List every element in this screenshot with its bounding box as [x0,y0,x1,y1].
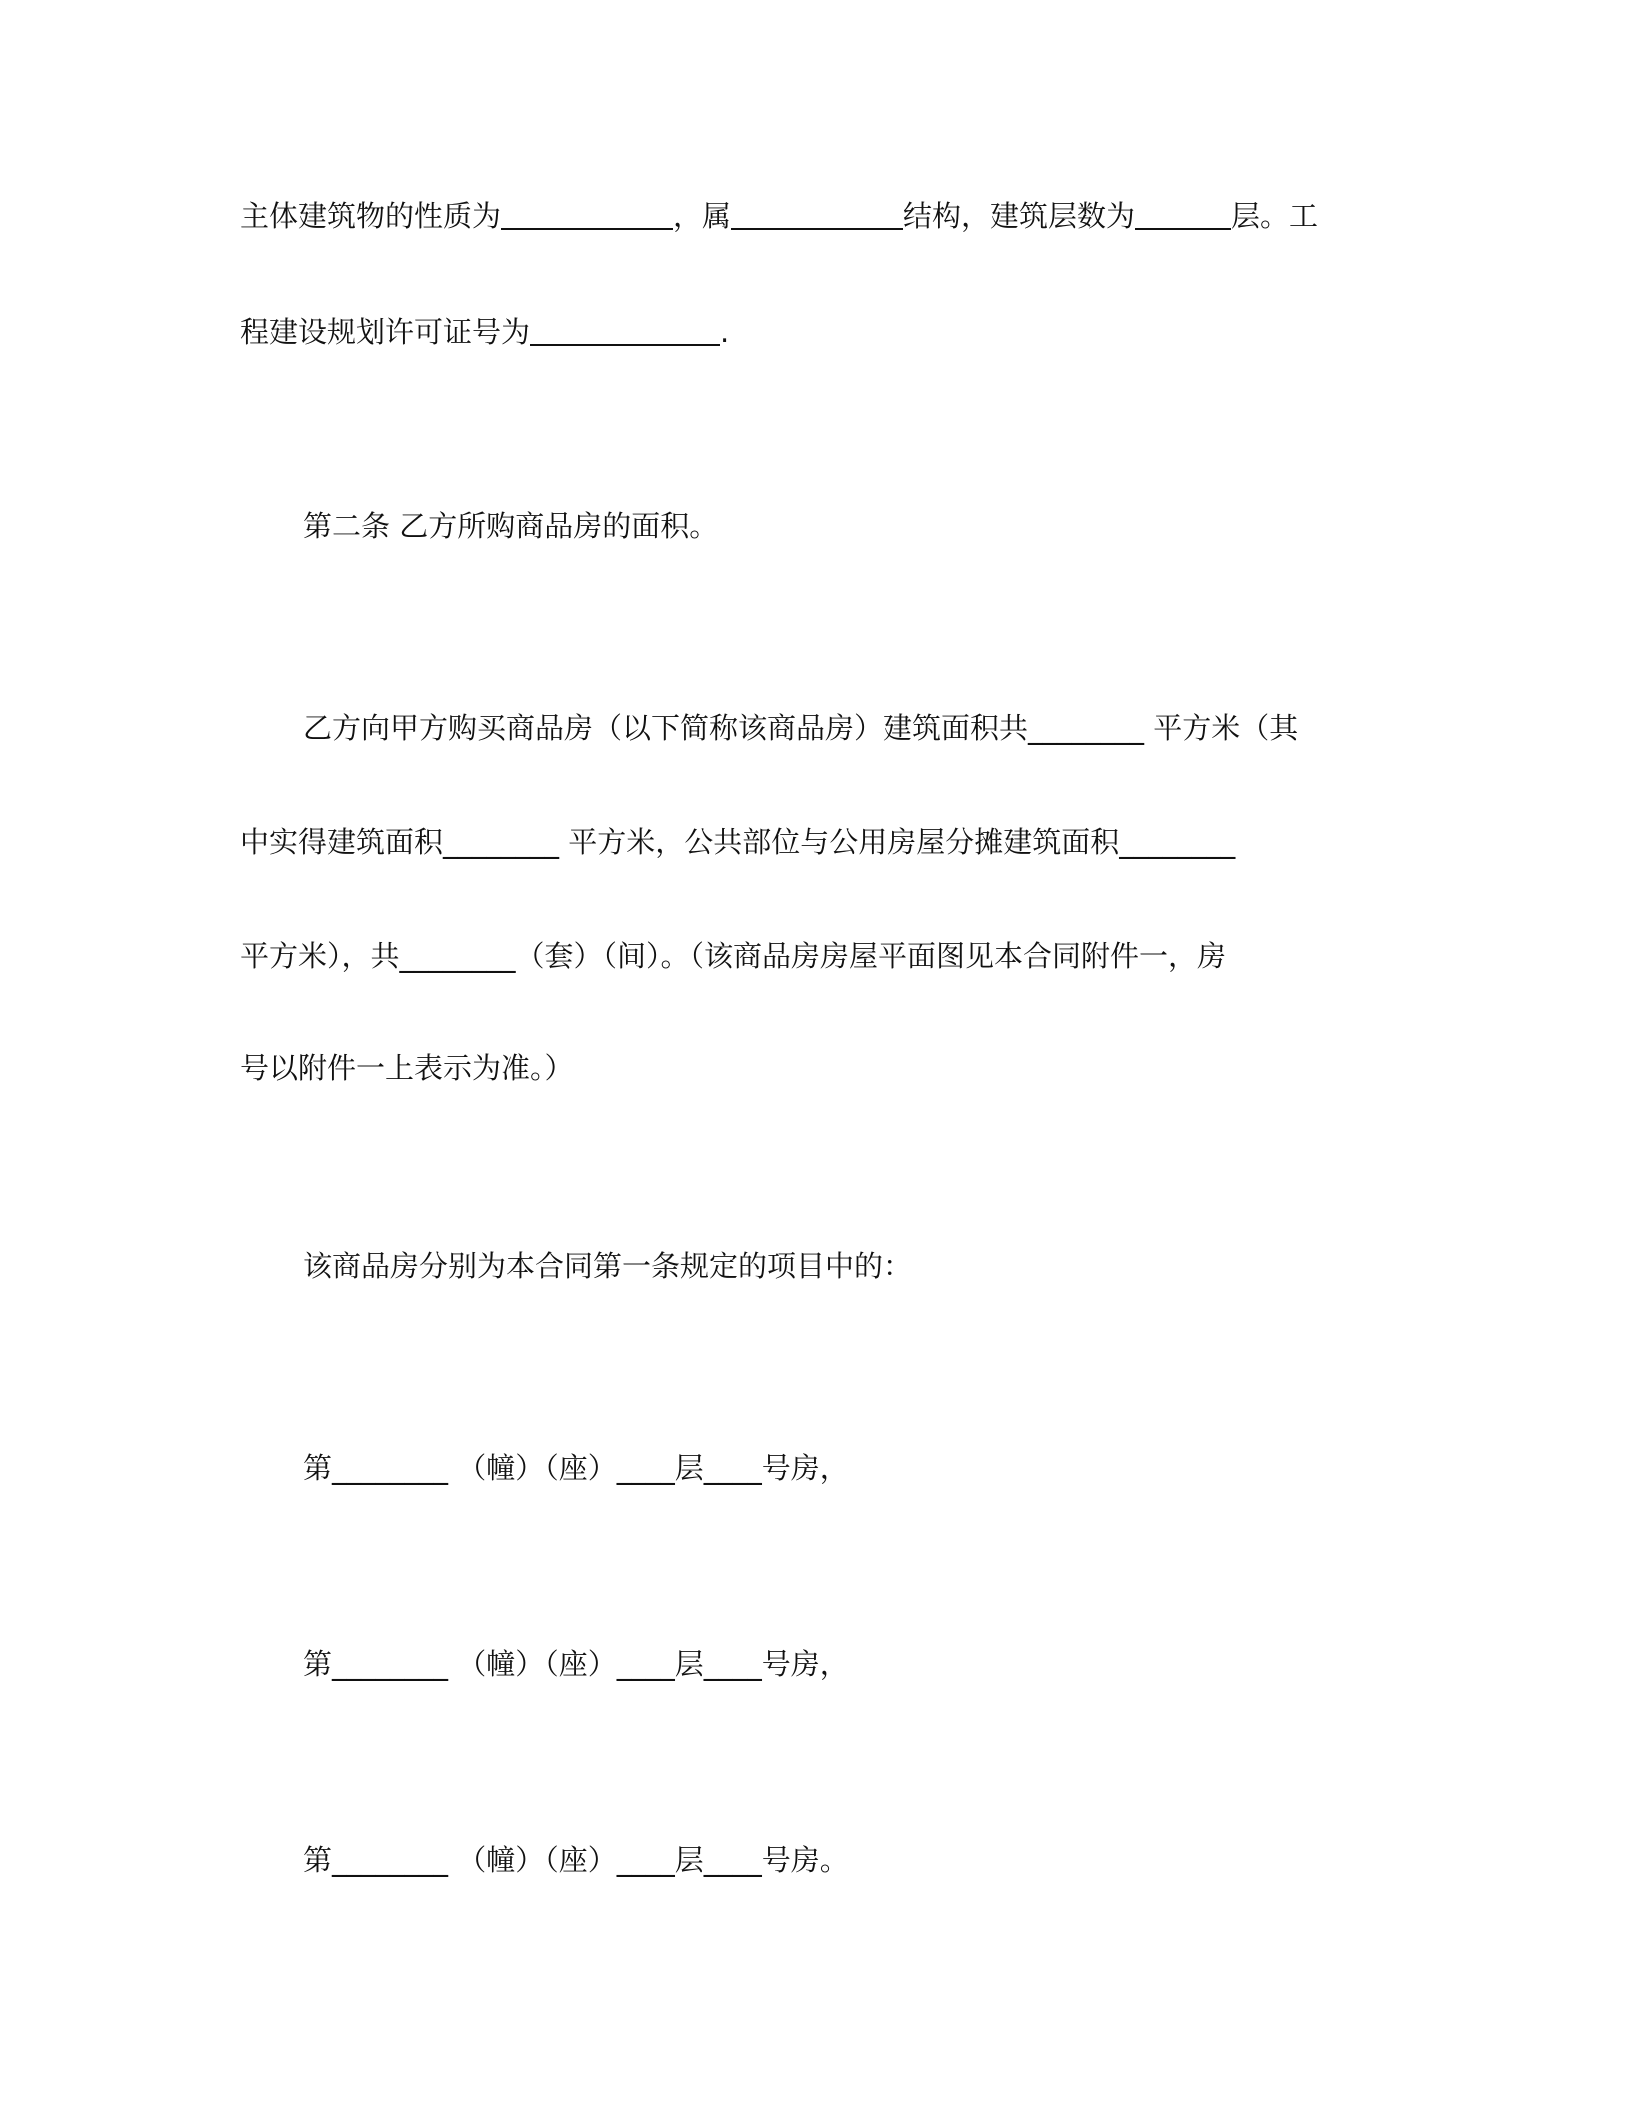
paragraph-1-line-2 [240,312,729,352]
text-building-nature: 主体建筑物的性质为 [240,199,502,233]
text-permit-number: 程建设规划许可证号为 [240,315,531,349]
text-period: . [720,315,730,349]
blank-floor-count [1135,198,1231,230]
paragraph-3: 该商品房分别为本合同第一条规定的项目中的： [303,1249,913,1283]
text-structure-prefix: ，属 [673,199,732,233]
paragraph-2-line-3: 平方米），共________（套）（间）。（该商品房房屋平面图见本合同附件一，房 [240,939,1227,973]
blank-permit-number [530,314,720,346]
blank-building-nature [501,198,673,230]
paragraph-1-line-1 [240,196,1318,236]
unit-line-3: 第________ （幢）（座）____层____号房。 [303,1843,849,1877]
paragraph-2-line-4: 号以附件一上表示为准。） [240,1051,574,1085]
text-floors-suffix: 层。工 [1231,199,1319,233]
paragraph-2-line-2: 中实得建筑面积________ 平方米，公共部位与公用房屋分摊建筑面积________ [240,825,1236,859]
unit-line-1: 第________ （幢）（座）____层____号房， [303,1451,849,1485]
text-floors-prefix: 结构，建筑层数为 [903,199,1136,233]
article-2-heading: 第二条 乙方所购商品房的面积。 [303,509,719,543]
blank-structure [731,198,903,230]
unit-line-2: 第________ （幢）（座）____层____号房， [303,1647,849,1681]
paragraph-2-line-1: 乙方向甲方购买商品房（以下简称该商品房）建筑面积共________ 平方米（其 [303,711,1299,745]
